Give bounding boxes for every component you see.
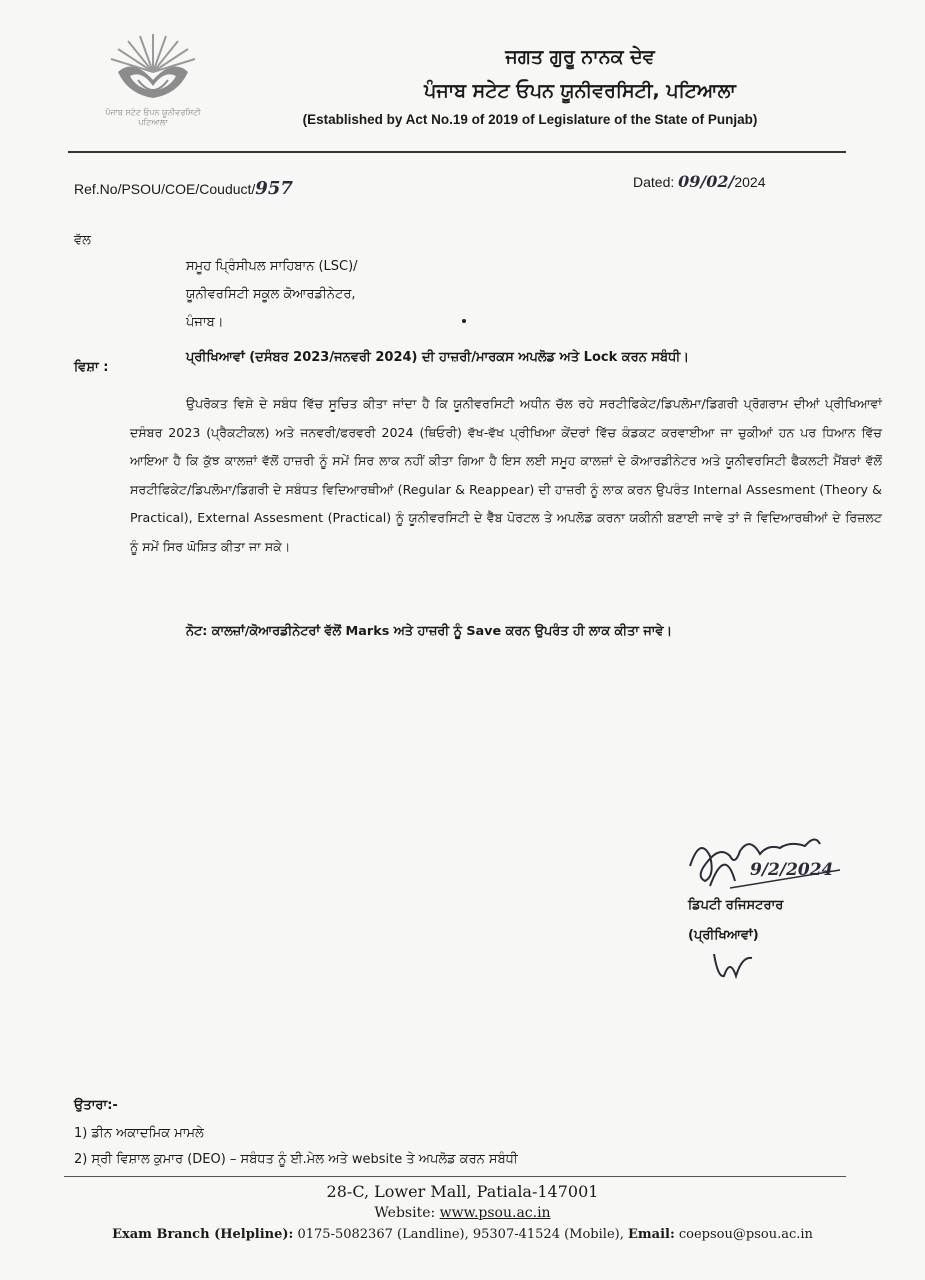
initials-mark: [708, 948, 758, 984]
header-title-line2: ਪੰਜਾਬ ਸਟੇਟ ਓਪਨ ਯੂਨੀਵਰਸਿਟੀ, ਪਟਿਆਲਾ: [424, 80, 736, 102]
signature-date: 9/2/2024: [750, 860, 834, 880]
email-address[interactable]: coepsou@psou.ac.in: [674, 1227, 813, 1242]
dated-label: Dated:: [633, 174, 679, 190]
address-line1: ਸਮੂਹ ਪ੍ਰਿੰਸੀਪਲ ਸਾਹਿਬਾਨ (LSC)/: [186, 259, 358, 274]
subject-text: ਪ੍ਰੀਖਿਆਵਾਂ (ਦਸੰਬਰ 2023/ਜਨਵਰੀ 2024) ਦੀ ਹਾਜ਼ਰੀ/ਮਾਰਕਸ ਅਪਲੋਡ ਅਤੇ Lock ਕਰਨ ਸਬੰਧੀ।: [186, 350, 689, 365]
helpline-numbers: 0175-5082367 (Landline), 95307-41524 (Mobile),: [293, 1227, 628, 1242]
footer-website: [0, 1205, 925, 1221]
address-line2: ਯੂਨੀਵਰਸਿਟੀ ਸਕੂਲ ਕੋਆਰਡੀਨੇਟਰ,: [186, 287, 356, 302]
signatory-title: ਡਿਪਟੀ ਰਜਿਸਟਰਾਰ: [688, 898, 784, 913]
date-year: 2024: [734, 174, 766, 190]
address-line3: ਪੰਜਾਬ।: [186, 315, 224, 330]
header-divider: [68, 151, 846, 153]
website-label: Website:: [374, 1205, 440, 1221]
dated: [633, 172, 766, 191]
subject-label: ਵਿਸ਼ਾ :: [74, 360, 109, 375]
footer-helpline: [0, 1227, 925, 1242]
reference-number: [74, 178, 293, 199]
to-label: ਵੱਲ: [74, 233, 91, 248]
helpline-label: Exam Branch (Helpline):: [112, 1227, 294, 1242]
website-link[interactable]: www.psou.ac.in: [439, 1205, 551, 1221]
copy-item: 2) ਸ੍ਰੀ ਵਿਸ਼ਾਲ ਕੁਮਾਰ (DEO) – ਸਬੰਧਤ ਨੂੰ ਈ.ਮੇਲ ਅਤੇ website ਤੇ ਅਪਲੋਡ ਕਰਨ ਸਬੰਧੀ: [74, 1152, 518, 1167]
header-title-line1: ਜਗਤ ਗੁਰੂ ਨਾਨਕ ਦੇਵ: [505, 46, 655, 68]
logo-caption: [78, 108, 228, 128]
copies-title: ਉਤਾਰਾ:-: [74, 1098, 118, 1113]
signatory-subtitle: (ਪ੍ਰੀਖਿਆਵਾਂ): [688, 928, 759, 943]
body-paragraph: ਉਪਰੋਕਤ ਵਿਸ਼ੇ ਦੇ ਸਬੰਧ ਵਿੱਚ ਸੂਚਿਤ ਕੀਤਾ ਜਾਂਦਾ ਹੈ ਕਿ ਯੂਨੀਵਰਸਿਟੀ ਅਧੀਨ ਚੱਲ ਰਹੇ ਸਰਟੀਫਿਕੇਟ/ਡਿਪਲੋਮਾ/ਡਿਗਰੀ ਪ੍ਰੋਗਰਾਮ ਦੀਆਂ ਪ੍ਰੀਖਿਆਵਾਂ ਦਸੰਬਰ 2023 (ਪ੍ਰੈਕਟੀਕਲ) ਅਤੇ ਜਨਵਰੀ/ਫਰਵਰੀ 2024 (ਥਿਓਰੀ) ਵੱਖ-ਵੱਖ ਪ੍ਰੀਖਿਆ ਕੇਂਦਰਾਂ ਵਿੱਚ ਕੰਡਕਟ ਕਰਵਾਈਆ ਜਾ ਚੁਕੀਆਂ ਹਨ ਪਰ ਧਿਆਨ ਵਿੱਚ ਆਇਆ ਹੈ ਕਿ ਕੁੱਝ ਕਾਲਜ਼ਾਂ ਵੱਲੋਂ ਹਾਜ਼ਰੀ ਨੂੰ ਸਮੇਂ ਸਿਰ ਲਾਕ ਨਹੀਂ ਕੀਤਾ ਗਿਆ ਹੈ ਇਸ ਲਈ ਸਮੂਹ ਕਾਲਜ਼ਾਂ ਦੇ ਕੋਆਰਡੀਨੇਟਰ ਅਤੇ ਯੂਨੀਵਰਸਿਟੀ ਫੈਕਲਟੀ ਮੈਂਬਰਾਂ ਵੱਲੋਂ ਸਰਟੀਫਿਕੇਟ/ਡਿਪਲੋਮਾ/ਡਿਗਰੀ ਦੇ ਸਬੰਧਤ ਵਿਦਿਆਰਥੀਆਂ (Regular & Reappear) ਦੀ ਹਾਜ਼ਰੀ ਨੂੰ ਲਾਕ ਕਰਨ ਉਪਰੰਤ Internal Assesment (Theory & Practical), External Assesment (Practical) ਨੂੰ ਯੂਨੀਵਰਸਿਟੀ ਦੇ ਵੈੱਬ ਪੋਰਟਲ ਤੇ ਅਪਲੋਡ ਕਰਨਾ ਯਕੀਨੀ ਬਣਾਈ ਜਾਵੇ ਤਾਂ ਜੋ ਵਿਦਿਆਰਥੀਆਂ ਦੇ ਰਿਜ਼ਲਟ ਨੂੰ ਸਮੇਂ ਸਿਰ ਘੋਸ਼ਿਤ ਕੀਤਾ ਜਾ ਸਕੇ।: [130, 396, 882, 554]
logo-caption-line1: ਪੰਜਾਬ ਸਟੇਟ ਓਪਨ ਯੂਨੀਵਰਸਿਟੀ: [105, 108, 201, 117]
email-label: Email:: [627, 1227, 675, 1242]
header-established: (Established by Act No.19 of 2019 of Legislature of the State of Punjab): [302, 112, 758, 127]
ref-prefix: Ref.No/PSOU/COE/Couduct/: [74, 181, 256, 197]
note: ਨੋਟ: ਕਾਲਜ਼ਾਂ/ਕੋਆਰਡੀਨੇਟਰਾਂ ਵੱਲੋਂ Marks ਅਤੇ ਹਾਜ਼ਰੀ ਨੂੰ Save ਕਰਨ ਉਪਰੰਤ ਹੀ ਲਾਕ ਕੀਤਾ ਜਾਵੇ।: [186, 624, 673, 639]
footer-divider: [64, 1176, 846, 1177]
stray-mark: [462, 319, 466, 323]
ref-handwritten-number: 957: [255, 178, 293, 199]
copy-item: 1) ਡੀਨ ਅਕਾਦਮਿਕ ਮਾਮਲੇ: [74, 1126, 204, 1141]
footer-address: 28-C, Lower Mall, Patiala-147001: [326, 1182, 599, 1201]
date-handwritten: 09/02/: [678, 172, 735, 191]
logo-caption-line2: ਪਟਿਆਲਾ: [138, 118, 168, 127]
